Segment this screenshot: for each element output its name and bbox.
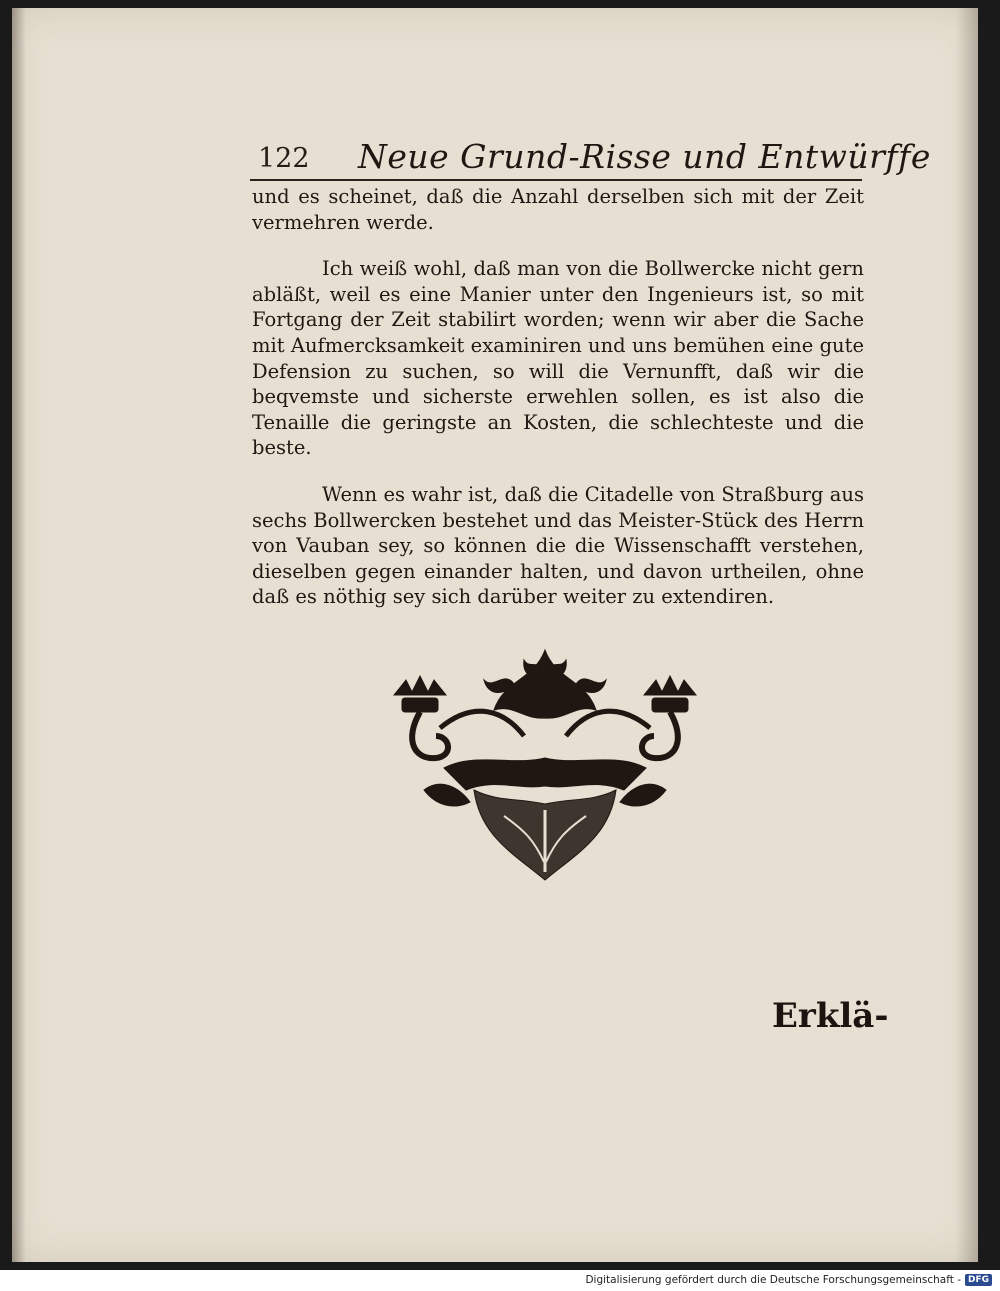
running-head: Neue Grund-Risse und Entwürffe <box>358 137 931 176</box>
footer-credit <box>585 1274 992 1286</box>
paragraph-3: Wenn es wahr ist, daß die Citadelle von Straßburg aus sechs Bollwercken bestehet und das Meister-Stück des Herrn von Vauban sey, so können die die Wissenschafft verstehen, dieselben gegen einander halten, und davon urtheilen, ohne daß es nöthig sey sich darüber weiter zu extendiren. <box>252 482 864 609</box>
floral-vignette-ornament-icon <box>384 640 706 888</box>
catchword: Erklä- <box>772 996 889 1036</box>
body-text <box>252 184 864 610</box>
dfg-logo: DFG <box>965 1274 992 1286</box>
digitization-credit: Digitalisierung gefördert durch die Deutsche Forschungsgemeinschaft - <box>585 1274 961 1286</box>
paragraph-2: Ich weiß wohl, daß man von die Bollwercke nicht gern abläßt, weil es eine Manier unter den Ingenieurs ist, so mit Fortgang der Zeit stabilirt worden; wenn wir aber die Sache mit Aufmercksamkeit examiniren und uns bemühen eine gute Defension zu suchen, so will die Vernunfft, daß wir die beqvemste und sicherste erwehlen sollen, es ist also die Tenaille die geringste an Kosten, die schlechteste und die beste. <box>252 257 864 460</box>
page-number: 122 <box>258 143 310 174</box>
page-gutter-shadow <box>12 8 26 1262</box>
page-header <box>250 135 931 181</box>
paragraph-1: und es scheinet, daß die Anzahl derselben sich mit der Zeit vermehren werde. <box>252 185 864 234</box>
